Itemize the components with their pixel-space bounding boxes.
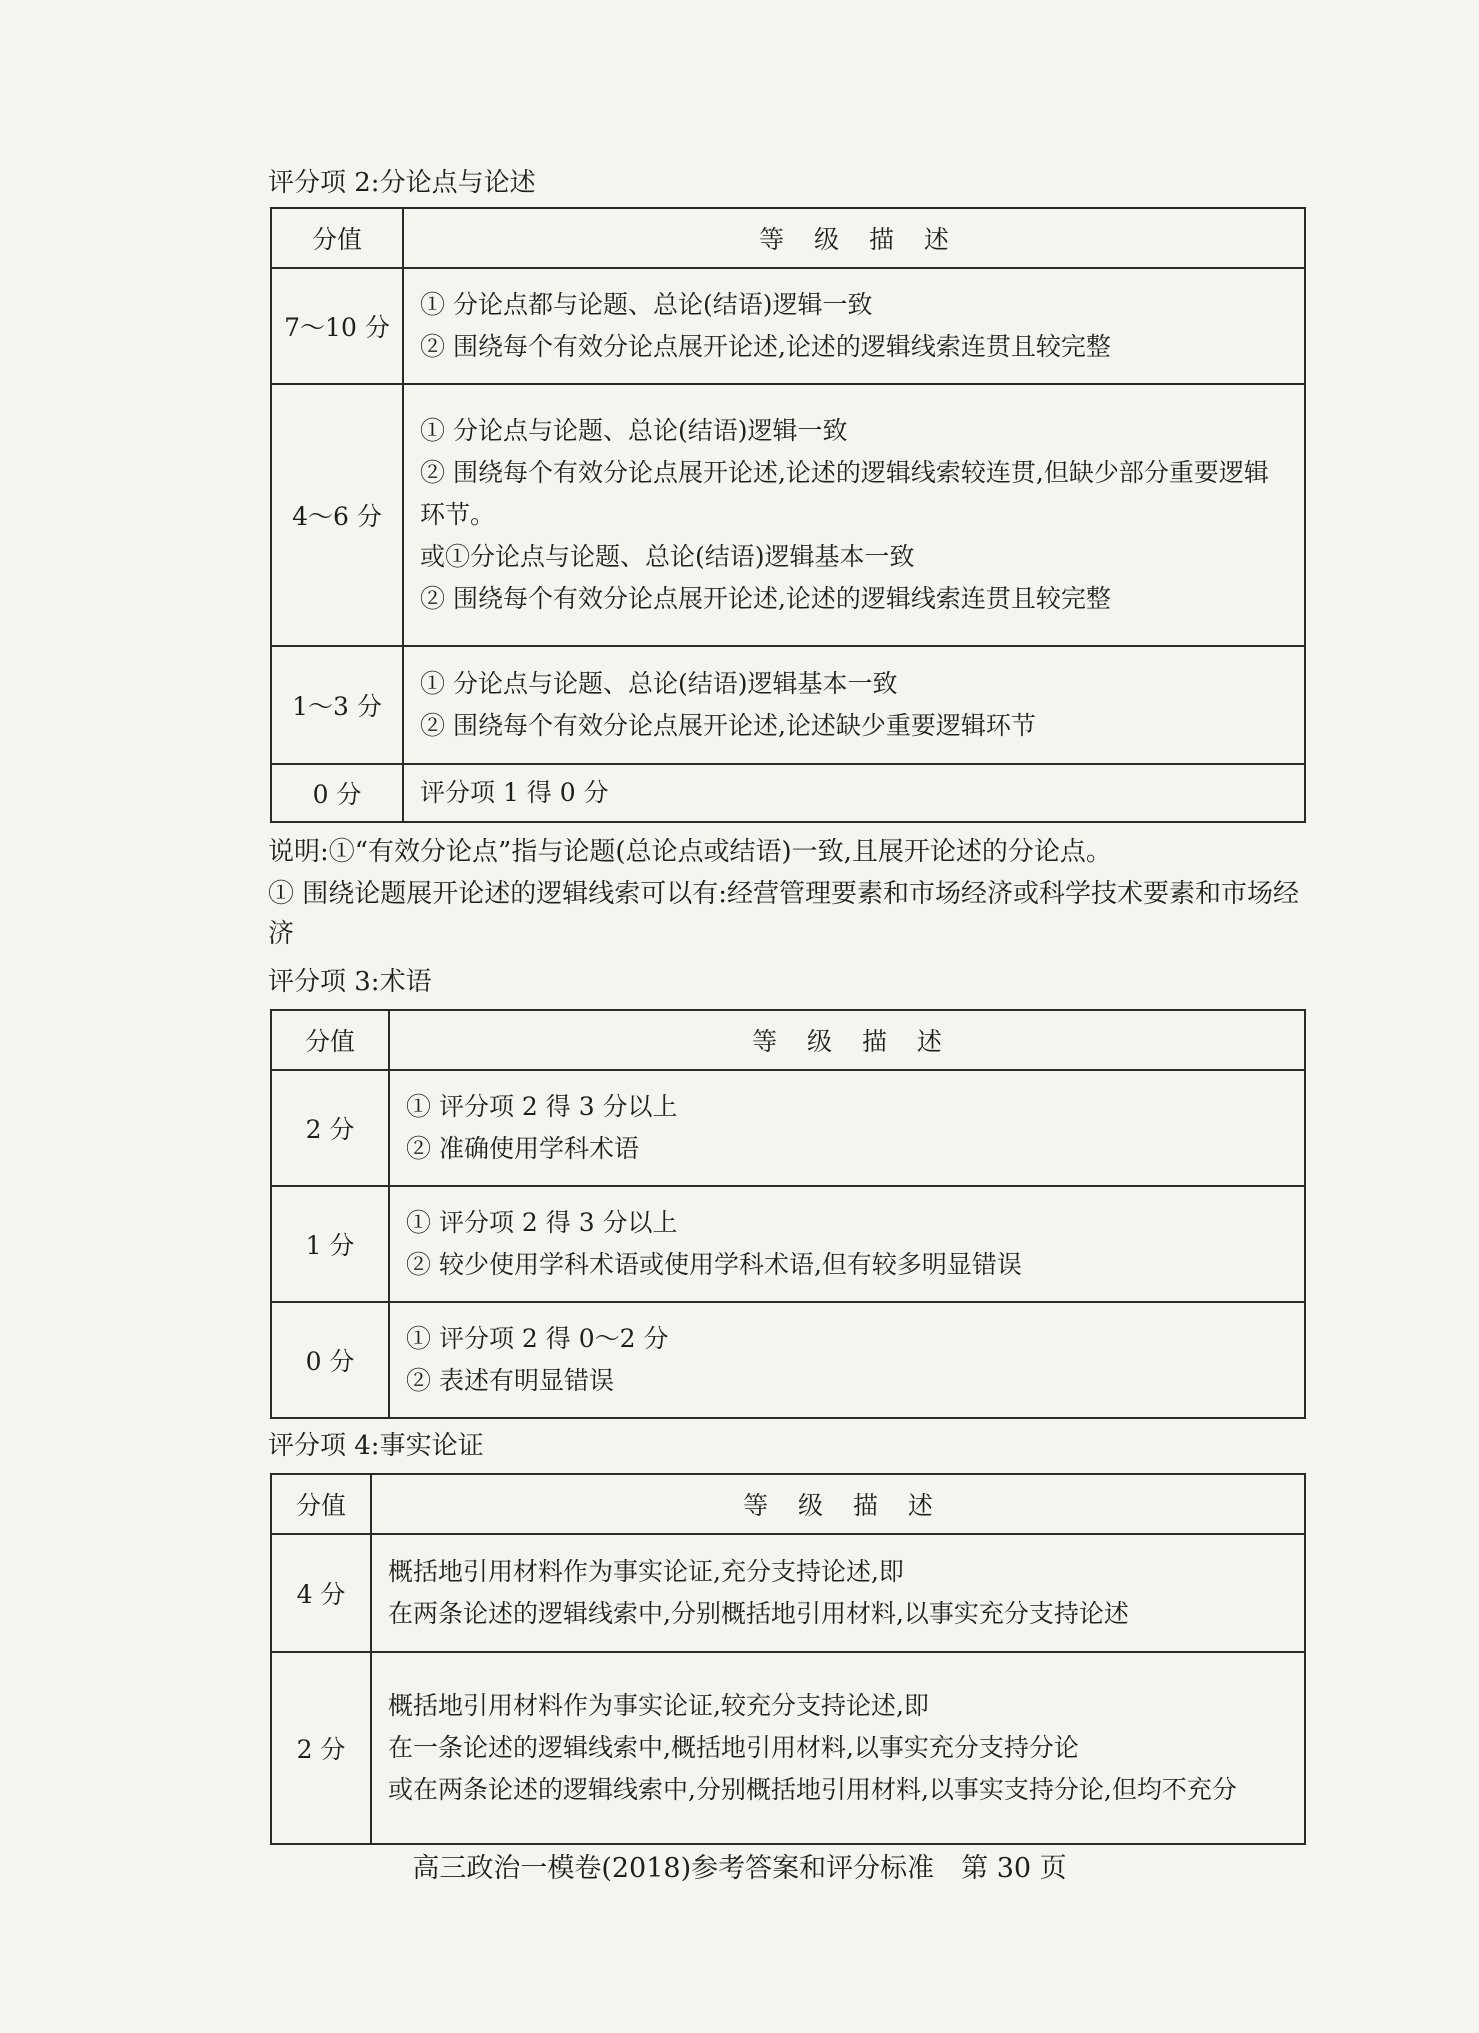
- description-cell: [371, 1652, 1305, 1844]
- description-line: ① 评分项 2 得 3 分以上: [406, 1208, 678, 1237]
- table-row: [271, 1302, 1305, 1418]
- description-line: ② 围绕每个有效分论点展开论述,论述的逻辑线索较连贯,但缺少部分重要逻辑环节。: [420, 458, 1269, 529]
- description-line: ② 较少使用学科术语或使用学科术语,但有较多明显错误: [406, 1250, 1022, 1279]
- note-line-2: ① 围绕论题展开论述的逻辑线索可以有:经营管理要素和市场经济或科学技术要素和市场经济: [268, 879, 1300, 949]
- description-line: ① 分论点与论题、总论(结语)逻辑一致: [420, 416, 848, 445]
- section-2-heading: 评分项 2:分论点与论述: [268, 168, 536, 198]
- table-header-row: [271, 1474, 1305, 1534]
- header-score: 分值: [271, 208, 403, 268]
- table-row: [271, 1186, 1305, 1302]
- table-row: [271, 764, 1305, 822]
- description-line: ② 围绕每个有效分论点展开论述,论述的逻辑线索连贯且较完整: [420, 584, 1111, 613]
- header-description: 等 级 描 述: [403, 208, 1305, 268]
- header-score: 分值: [271, 1474, 371, 1534]
- table-row: [271, 384, 1305, 646]
- score-cell: 1 分: [271, 1186, 389, 1302]
- table-row: [271, 646, 1305, 764]
- page-footer: 高三政治一模卷(2018)参考答案和评分标准 第 30 页: [412, 1853, 1067, 1884]
- header-description: 等 级 描 述: [371, 1474, 1305, 1534]
- description-cell: [403, 268, 1305, 384]
- description-line: ① 分论点与论题、总论(结语)逻辑基本一致: [420, 669, 898, 698]
- note-line-1: 说明:①“有效分论点”指与论题(总论点或结语)一致,且展开论述的分论点。: [268, 837, 1112, 867]
- description-line: ② 围绕每个有效分论点展开论述,论述缺少重要逻辑环节: [420, 711, 1036, 740]
- score-cell: 4 分: [271, 1534, 371, 1652]
- description-line: ① 评分项 2 得 0～2 分: [406, 1324, 669, 1353]
- description-cell: [403, 646, 1305, 764]
- score-cell: 0 分: [271, 1302, 389, 1418]
- description-line: ① 分论点都与论题、总论(结语)逻辑一致: [420, 290, 873, 319]
- section-3-heading: 评分项 3:术语: [268, 967, 432, 997]
- table-header-row: [271, 208, 1305, 268]
- section-3-table: [270, 1009, 1306, 1419]
- score-cell: 0 分: [271, 764, 403, 822]
- table-row: [271, 1070, 1305, 1186]
- score-cell: 4～6 分: [271, 384, 403, 646]
- score-cell: 2 分: [271, 1070, 389, 1186]
- description-line: 或在两条论述的逻辑线索中,分别概括地引用材料,以事实支持分论,但均不充分: [388, 1775, 1237, 1804]
- description-cell: [371, 1534, 1305, 1652]
- description-cell: [403, 384, 1305, 646]
- score-cell: 2 分: [271, 1652, 371, 1844]
- table-header-row: [271, 1010, 1305, 1070]
- section-4-heading: 评分项 4:事实论证: [268, 1431, 484, 1461]
- description-line: 评分项 1 得 0 分: [420, 778, 609, 807]
- description-line: ② 表述有明显错误: [406, 1366, 614, 1395]
- table-row: [271, 1534, 1305, 1652]
- section-4-table: [270, 1473, 1306, 1845]
- table-row: [271, 268, 1305, 384]
- section-2-table: [270, 207, 1306, 823]
- description-cell: [389, 1302, 1305, 1418]
- description-line: 概括地引用材料作为事实论证,较充分支持论述,即: [388, 1691, 929, 1720]
- description-cell: [389, 1070, 1305, 1186]
- score-cell: 1～3 分: [271, 646, 403, 764]
- description-line: ② 准确使用学科术语: [406, 1134, 639, 1163]
- description-line: ② 围绕每个有效分论点展开论述,论述的逻辑线索连贯且较完整: [420, 332, 1111, 361]
- description-line: ① 评分项 2 得 3 分以上: [406, 1092, 678, 1121]
- description-line: 概括地引用材料作为事实论证,充分支持论述,即: [388, 1557, 904, 1586]
- description-cell: [403, 764, 1305, 822]
- header-score: 分值: [271, 1010, 389, 1070]
- description-line: 在一条论述的逻辑线索中,概括地引用材料,以事实充分支持分论: [388, 1733, 1079, 1762]
- description-line: 在两条论述的逻辑线索中,分别概括地引用材料,以事实充分支持论述: [388, 1599, 1129, 1628]
- table-row: [271, 1652, 1305, 1844]
- score-cell: 7～10 分: [271, 268, 403, 384]
- description-cell: [389, 1186, 1305, 1302]
- description-line: 或①分论点与论题、总论(结语)逻辑基本一致: [420, 542, 915, 571]
- header-description: 等 级 描 述: [389, 1010, 1305, 1070]
